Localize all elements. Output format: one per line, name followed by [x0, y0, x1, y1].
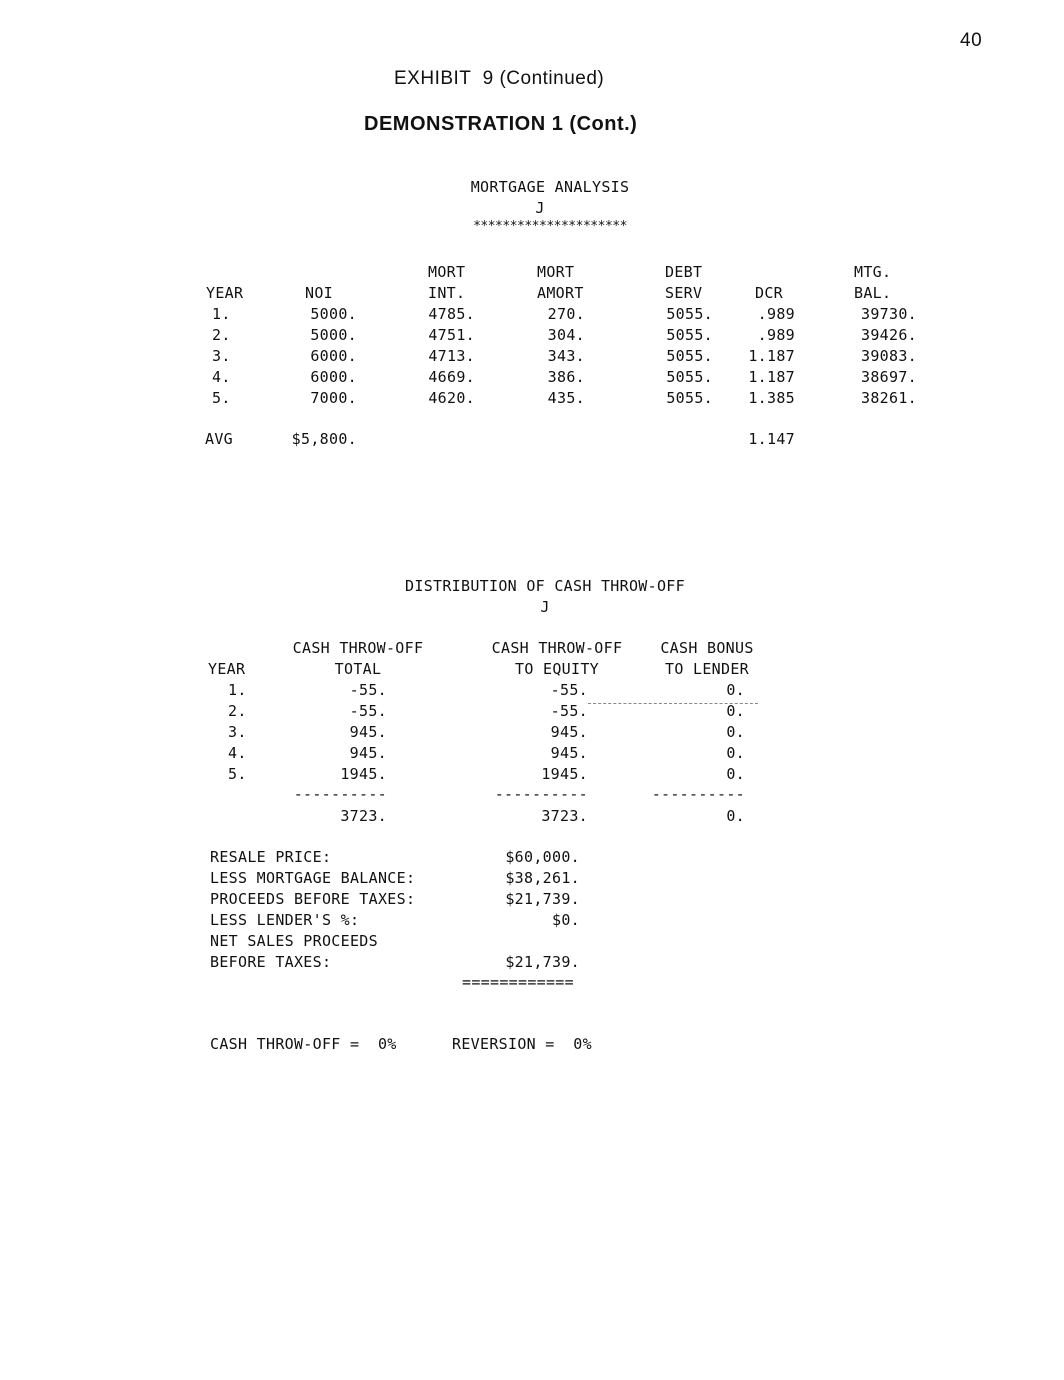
mortgage-header: BAL.	[854, 284, 892, 302]
summary-label: PROCEEDS BEFORE TAXES:	[210, 890, 416, 908]
mortgage-cell: 4669.	[428, 368, 475, 386]
distribution-cell: 0.	[726, 723, 745, 741]
distribution-cell: 2.	[228, 702, 247, 720]
distribution-cell: 1.	[228, 681, 247, 699]
distribution-header-top: CASH THROW-OFF	[292, 639, 424, 657]
mortgage-header-top: DEBT	[665, 263, 703, 281]
summary-value: $21,739.	[505, 890, 580, 908]
mortgage-cell: 1.187	[748, 368, 795, 386]
mortgage-cell: 435.	[547, 389, 585, 407]
distribution-cell: 4.	[228, 744, 247, 762]
distribution-cell: 3.	[228, 723, 247, 741]
mortgage-header-top: MTG.	[854, 263, 892, 281]
mortgage-analysis-title: MORTGAGE ANALYSIS	[470, 178, 630, 196]
distribution-cell: 945.	[349, 744, 387, 762]
mortgage-cell: 6000.	[310, 368, 357, 386]
mortgage-header-top: MORT	[428, 263, 466, 281]
distribution-cell: -55.	[550, 702, 588, 720]
distribution-separator: ----------	[494, 785, 588, 803]
mortgage-cell: 38261.	[861, 389, 917, 407]
summary-label: LESS MORTGAGE BALANCE:	[210, 869, 416, 887]
mortgage-cell: 5055.	[666, 347, 713, 365]
summary-value: $38,261.	[505, 869, 580, 887]
distribution-header: TO LENDER	[665, 660, 749, 678]
reversion-percent: REVERSION = 0%	[452, 1035, 592, 1053]
mortgage-header: DCR	[755, 284, 783, 302]
summary-label: NET SALES PROCEEDS	[210, 932, 378, 950]
mortgage-cell: 386.	[547, 368, 585, 386]
distribution-separator: ----------	[293, 785, 387, 803]
distribution-total: 3723.	[541, 807, 588, 825]
distribution-cell: 0.	[726, 681, 745, 699]
distribution-cell: 1945.	[340, 765, 387, 783]
avg-label: AVG	[205, 430, 233, 448]
summary-label: BEFORE TAXES:	[210, 953, 332, 971]
distribution-marker: J	[540, 598, 550, 616]
mortgage-cell: 4751.	[428, 326, 475, 344]
summary-value: $60,000.	[505, 848, 580, 866]
mortgage-analysis-stars: *********************	[473, 219, 627, 234]
distribution-cell: 0.	[726, 765, 745, 783]
distribution-cell: -55.	[349, 681, 387, 699]
distribution-cell: 945.	[550, 723, 588, 741]
distribution-cell: 0.	[726, 744, 745, 762]
mortgage-cell: 5055.	[666, 389, 713, 407]
mortgage-header: AMORT	[537, 284, 584, 302]
mortgage-cell: 4713.	[428, 347, 475, 365]
distribution-header: TO EQUITY	[515, 660, 599, 678]
avg-dcr: 1.147	[748, 430, 795, 448]
distribution-total: 0.	[726, 807, 745, 825]
summary-value: $21,739.	[505, 953, 580, 971]
mortgage-cell: 1.187	[748, 347, 795, 365]
distribution-header-top: CASH THROW-OFF	[491, 639, 623, 657]
distribution-header: YEAR	[208, 660, 246, 678]
distribution-header: TOTAL	[334, 660, 382, 678]
mortgage-cell: 5055.	[666, 368, 713, 386]
mortgage-cell: .989	[757, 326, 795, 344]
avg-noi: $5,800.	[291, 430, 357, 448]
mortgage-cell: 304.	[547, 326, 585, 344]
distribution-total: 3723.	[340, 807, 387, 825]
distribution-header-top: CASH BONUS	[660, 639, 754, 657]
mortgage-cell: 1.385	[748, 389, 795, 407]
mortgage-header: NOI	[305, 284, 333, 302]
mortgage-cell: 3.	[212, 347, 231, 365]
mortgage-cell: 2.	[212, 326, 231, 344]
distribution-cell: 945.	[550, 744, 588, 762]
summary-value: $0.	[552, 911, 580, 929]
mortgage-header: SERV	[665, 284, 703, 302]
mortgage-cell: 38697.	[861, 368, 917, 386]
demonstration-title: DEMONSTRATION 1 (Cont.)	[364, 113, 638, 135]
mortgage-cell: 39083.	[861, 347, 917, 365]
distribution-cell: 0.	[726, 702, 745, 720]
page-number: 40	[960, 30, 983, 51]
mortgage-cell: 5000.	[310, 326, 357, 344]
summary-double-rule: ============	[462, 973, 574, 991]
summary-label: LESS LENDER'S %:	[210, 911, 360, 929]
mortgage-cell: 39730.	[861, 305, 917, 323]
distribution-cell: 1945.	[541, 765, 588, 783]
cash-throw-off-percent: CASH THROW-OFF = 0%	[210, 1035, 397, 1053]
distribution-cell: 5.	[228, 765, 247, 783]
mortgage-analysis-marker: J	[535, 199, 545, 217]
mortgage-cell: 5055.	[666, 326, 713, 344]
exhibit-title: EXHIBIT 9 (Continued)	[394, 68, 605, 89]
mortgage-cell: 1.	[212, 305, 231, 323]
stray-dashed-line	[588, 703, 758, 704]
mortgage-cell: 39426.	[861, 326, 917, 344]
mortgage-cell: 4620.	[428, 389, 475, 407]
summary-label: RESALE PRICE:	[210, 848, 332, 866]
mortgage-header: YEAR	[206, 284, 244, 302]
mortgage-header-top: MORT	[537, 263, 575, 281]
distribution-cell: -55.	[550, 681, 588, 699]
distribution-separator: ----------	[651, 785, 745, 803]
mortgage-cell: 6000.	[310, 347, 357, 365]
mortgage-header: INT.	[428, 284, 466, 302]
distribution-title: DISTRIBUTION OF CASH THROW-OFF	[405, 577, 685, 595]
distribution-cell: -55.	[349, 702, 387, 720]
distribution-cell: 945.	[349, 723, 387, 741]
mortgage-cell: 4.	[212, 368, 231, 386]
mortgage-cell: 343.	[547, 347, 585, 365]
mortgage-cell: .989	[757, 305, 795, 323]
mortgage-cell: 5055.	[666, 305, 713, 323]
mortgage-cell: 7000.	[310, 389, 357, 407]
mortgage-cell: 5000.	[310, 305, 357, 323]
mortgage-cell: 4785.	[428, 305, 475, 323]
mortgage-cell: 5.	[212, 389, 231, 407]
mortgage-cell: 270.	[547, 305, 585, 323]
